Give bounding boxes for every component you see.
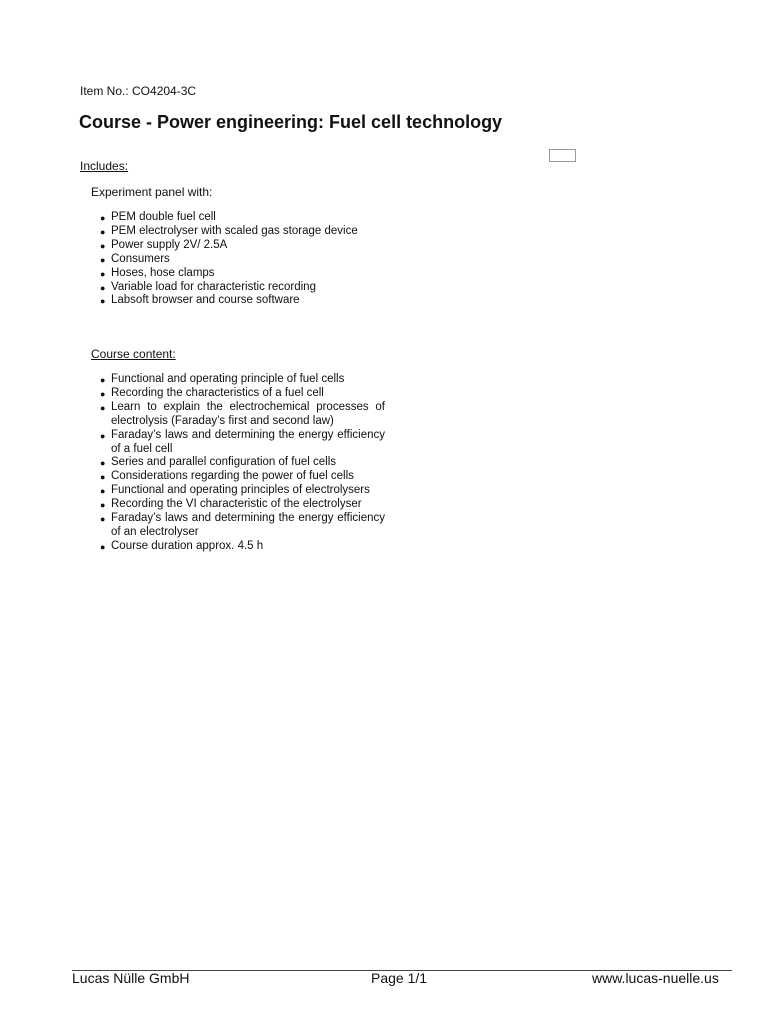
list-item bbox=[100, 387, 385, 401]
list-item-text: Labsoft browser and course software bbox=[111, 294, 300, 307]
list-item-text: Hoses, hose clamps bbox=[111, 266, 215, 279]
bullet-icon: ● bbox=[100, 430, 106, 441]
course-content-list bbox=[100, 373, 385, 554]
list-item bbox=[100, 456, 385, 470]
list-item-text: Recording the VI characteristic of the electrolyser bbox=[111, 498, 362, 511]
bullet-icon: ● bbox=[100, 226, 106, 237]
bullet-icon: ● bbox=[100, 282, 106, 293]
list-item bbox=[100, 253, 420, 267]
bullet-icon: ● bbox=[100, 472, 106, 483]
bullet-icon: ● bbox=[100, 213, 106, 223]
bullet-icon: ● bbox=[100, 541, 106, 552]
includes-list bbox=[100, 211, 420, 308]
list-item bbox=[100, 401, 385, 429]
list-item bbox=[100, 373, 385, 387]
bullet-icon: ● bbox=[100, 402, 106, 413]
experiment-panel-heading: Experiment panel with: bbox=[91, 185, 213, 199]
list-item-text: PEM double fuel cell bbox=[111, 211, 216, 223]
list-item-text: Variable load for characteristic recording bbox=[111, 280, 316, 293]
list-item-text: Functional and operating principle of fuel cells bbox=[111, 373, 345, 385]
list-item-text: Consumers bbox=[111, 252, 170, 265]
list-item bbox=[100, 429, 385, 457]
empty-form-box bbox=[549, 149, 576, 162]
item-number: Item No.: CO4204-3C bbox=[80, 84, 197, 98]
bullet-icon: ● bbox=[100, 388, 106, 399]
list-item bbox=[100, 267, 420, 281]
bullet-icon: ● bbox=[100, 375, 106, 385]
bullet-icon: ● bbox=[100, 296, 106, 307]
list-item bbox=[100, 281, 420, 295]
bullet-icon: ● bbox=[100, 458, 106, 469]
bullet-icon: ● bbox=[100, 500, 106, 511]
list-item-text: Faraday’s laws and determining the energy efficiency of an electrolyser bbox=[111, 512, 385, 538]
list-item bbox=[100, 470, 385, 484]
bullet-icon: ● bbox=[100, 268, 106, 279]
list-item-text: Learn to explain the electrochemical processes of electrolysis (Faraday’s first and second law) bbox=[111, 400, 385, 427]
footer-company: Lucas Nülle GmbH bbox=[72, 970, 190, 986]
list-item bbox=[100, 239, 420, 253]
course-content-heading: Course content: bbox=[91, 347, 176, 361]
bullet-icon: ● bbox=[100, 254, 106, 265]
includes-heading: Includes: bbox=[80, 159, 129, 173]
footer-page-number: Page 1/1 bbox=[371, 970, 428, 986]
list-item bbox=[100, 484, 385, 498]
page-title: Course - Power engineering: Fuel cell technology bbox=[79, 112, 503, 132]
list-item bbox=[100, 211, 420, 225]
list-item bbox=[100, 498, 385, 512]
list-item-text: Course duration approx. 4.5 h bbox=[111, 539, 264, 552]
list-item-text: Considerations regarding the power of fuel cells bbox=[111, 470, 354, 483]
list-item-text: Series and parallel configuration of fuel cells bbox=[111, 456, 337, 469]
bullet-icon: ● bbox=[100, 240, 106, 251]
bullet-icon: ● bbox=[100, 486, 106, 497]
list-item-text: Power supply 2V/ 2.5A bbox=[111, 238, 228, 251]
bullet-icon: ● bbox=[100, 514, 106, 525]
list-item-text: Recording the characteristics of a fuel cell bbox=[111, 386, 324, 399]
footer-website: www.lucas-nuelle.us bbox=[592, 970, 719, 986]
list-item-text: PEM electrolyser with scaled gas storage device bbox=[111, 224, 358, 237]
list-item bbox=[100, 540, 385, 554]
list-item bbox=[100, 294, 420, 308]
list-item bbox=[100, 512, 385, 540]
list-item-text: Faraday’s laws and determining the energy efficiency of a fuel cell bbox=[111, 428, 385, 455]
list-item bbox=[100, 225, 420, 239]
list-item-text: Functional and operating principles of electrolysers bbox=[111, 484, 370, 497]
